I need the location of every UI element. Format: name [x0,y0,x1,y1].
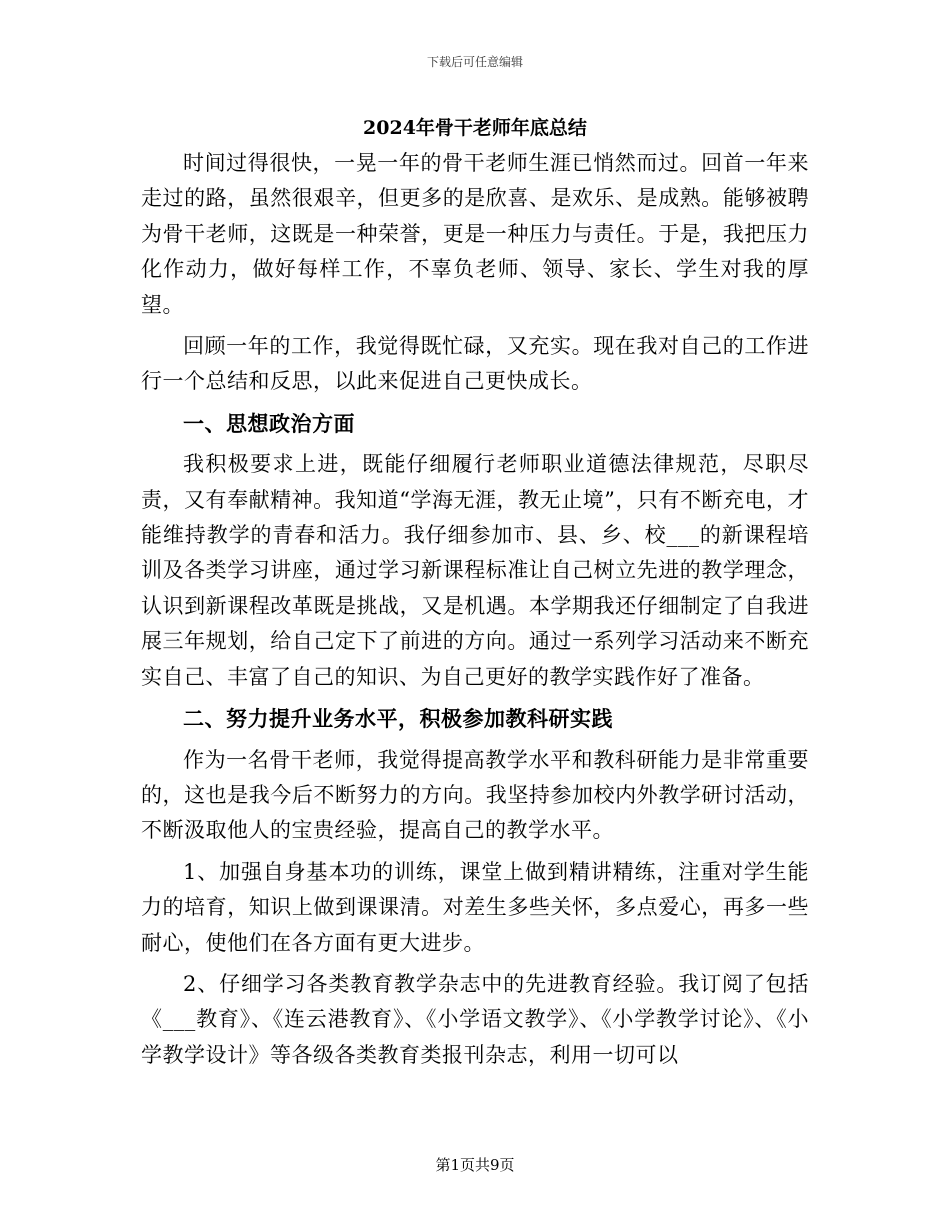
paragraph-intro: 时间过得很快，一晃一年的骨干老师生涯已悄然而过。回首一年来走过的路，虽然很艰辛，但更多的是欣喜、是欢乐、是成熟。能够被聘为骨干老师，这既是一种荣誉，更是一种压力与责任。于是，我把压力化作动力，做好每样工作，不辜负老师、领导、家长、学生对我的厚望。 [141,151,809,317]
paragraph-ideology: 我积极要求上进，既能仔细履行老师职业道德法律规范，尽职尽责，又有奉献精神。我知道“学海无涯，教无止境”，只有不断充电，才能维持教学的青春和活力。我仔细参加市、县、乡、校___的新课程培训及各类学习讲座，通过学习新课程标准让自己树立先进的教学理念，认识到新课程改革既是挑战，又是机遇。本学期我还仔细制定了自我进展三年规划，给自己定下了前进的方向。通过一系列学习活动来不断充实自己、丰富了自己的知识、为自己更好的教学实践作好了准备。 [141,452,809,689]
header-note: 下载后可任意编辑 [426,55,523,69]
section-heading-professional: 二、努力提升业务水平，积极参加教科研实践 [183,706,613,732]
paragraph-professional: 作为一名骨干老师，我觉得提高教学水平和教科研能力是非常重要的，这也是我今后不断努力的方向。我坚持参加校内外教学研讨活动，不断汲取他人的宝贵经验，提高自己的教学水平。 [141,747,809,843]
document-title: 2024年骨干老师年底总结 [363,117,587,139]
paragraph-review: 回顾一年的工作，我觉得既忙碌，又充实。现在我对自己的工作进行一个总结和反思，以此来促进自己更快成长。 [141,334,809,394]
paragraph-item-2: 2、仔细学习各类教育教学杂志中的先进教育经验。我订阅了包括《___教育》、《连云港教育》、《小学语文教学》、《小学教学讨论》、《小学教学设计》等各级各类教育类报刊杂志，利用一切可以 [141,971,809,1067]
document-body [141,146,809,1079]
page-number: 第1页共9页 [435,1156,515,1174]
section-heading-ideology: 一、思想政治方面 [183,410,355,436]
paragraph-item-1: 1、加强自身基本功的训练，课堂上做到精讲精练，注重对学生能力的培育，知识上做到课课清。对差生多些关怀，多点爱心，再多一些耐心，使他们在各方面有更大进步。 [141,859,809,955]
